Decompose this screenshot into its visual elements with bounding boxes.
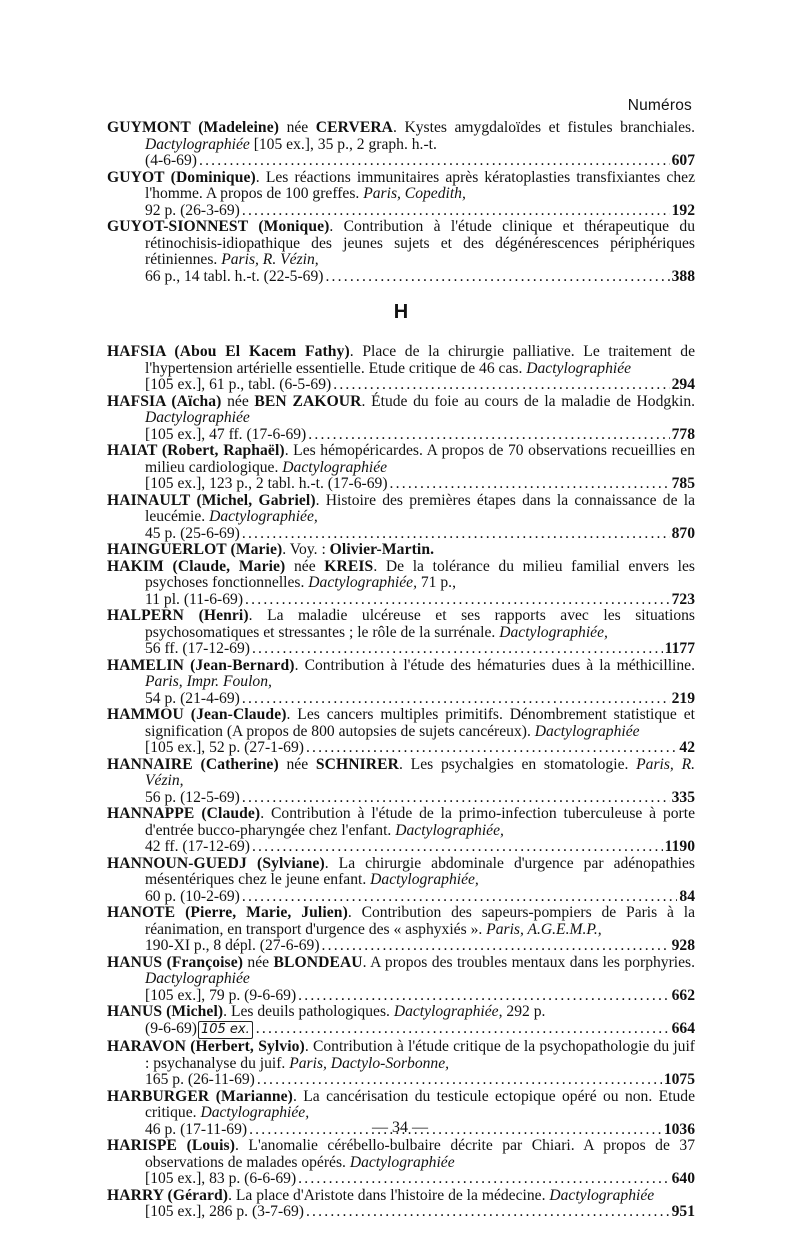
dot-leader: [390, 476, 670, 493]
entry-number: 928: [671, 937, 695, 954]
author-name: HARISPE (Louis): [107, 1137, 235, 1154]
page-number: — 34 —: [372, 1119, 428, 1136]
publication-info: Dactylographiée,: [308, 574, 417, 591]
entry-last-line: [145, 476, 695, 493]
entry-number: 785: [671, 475, 695, 492]
bibliography-entry: [107, 493, 695, 543]
entry-last-line: [145, 1204, 695, 1221]
entry-number: 662: [671, 986, 695, 1004]
entry-details: [105 ex.], 286 p. (3-7-69): [145, 1203, 304, 1220]
entry-last-line: [145, 526, 695, 543]
entry-details: 71 p.,: [416, 574, 456, 591]
entry-text: . Les deuils pathologiques.: [223, 1003, 394, 1020]
entry-number: 1177: [664, 640, 695, 657]
publication-info: Dactylographiée: [282, 458, 388, 476]
dot-leader: [245, 592, 670, 609]
publication-info: Dactylographiée: [145, 970, 250, 987]
entry-details: 46 p. (17-11-69): [145, 1120, 248, 1138]
entry-details: 45 p. (25-6-69): [145, 524, 240, 542]
bibliography-entry: [107, 1004, 695, 1039]
entry-details: 60 p. (10-2-69): [145, 887, 240, 905]
entry-number: 664: [671, 1019, 695, 1037]
publication-info: Dactylographiée,: [393, 1003, 503, 1020]
column-header: Numéros: [627, 97, 692, 114]
author-name: HAMELIN (Jean-Bernard): [107, 656, 295, 674]
bibliography-entry: [107, 658, 695, 708]
maiden-name: BLONDEAU: [273, 953, 363, 971]
entry-number: 84: [679, 887, 695, 905]
entry-details: (4-6-69): [145, 152, 197, 169]
entry-title: . De la tolérance du milieu familial envers les psychoses fonctionnelles.: [145, 557, 695, 591]
entry-text: . Voy. :: [282, 541, 330, 558]
author-name: HARBURGER (Marianne): [107, 1087, 293, 1105]
publication-info: Dactylographiée,: [370, 871, 479, 888]
dot-leader: [242, 691, 670, 708]
author-name: HARRY (Gérard): [107, 1186, 229, 1204]
dot-leader: [325, 269, 669, 286]
bibliography-entry: [107, 394, 695, 444]
entry-number: 192: [671, 201, 695, 219]
bibliography-entry: [107, 707, 695, 757]
entry-details: (9-6-69): [145, 1019, 197, 1037]
entry-number: 388: [671, 267, 695, 285]
entry-text: . L'anomalie cérébello-bulbaire décrite par Chiari. A propos de 37 observations de malades opérés.: [145, 1137, 695, 1171]
entry-number: 335: [671, 788, 695, 806]
dot-leader: [306, 1204, 670, 1221]
bibliography-entry: [107, 955, 695, 1005]
entry-details: 54 p. (21-4-69): [145, 689, 240, 707]
entry-details: 56 p. (12-5-69): [145, 788, 240, 806]
maiden-name: SCHNIRER: [315, 755, 400, 773]
entry-number: 1036: [663, 1120, 695, 1138]
entry-number: 870: [671, 524, 695, 542]
entry-number: 1075: [663, 1071, 695, 1088]
entry-last-line: [145, 839, 695, 856]
entry-text: . La chirurgie abdominale d'urgence par adénopathies mésentériques chez le jeune enfant.: [145, 854, 695, 888]
author-name: GUYOT-SIONNEST (Monique): [107, 218, 330, 235]
entry-details: 165 p. (26-11-69): [145, 1071, 255, 1088]
publication-info: Dactylographiée: [526, 359, 632, 377]
author-name: HANOTE (Pierre, Marie, Julien): [107, 904, 348, 921]
author-name: HANNAPPE (Claude): [107, 805, 261, 822]
entry-last-line: [145, 427, 695, 444]
publication-info: Paris, R. Vézin,: [145, 755, 696, 789]
bibliography-entry: [107, 542, 695, 559]
entry-text: . Les cancers multiples primitifs. Dénombrement statistique et signification (A propos de 800 autopsies de sujets cancéreux).: [145, 706, 695, 740]
entry-details: [105 ex.], 61 p., tabl. (6-5-69): [145, 376, 332, 393]
bibliography-entry: [107, 170, 695, 220]
entry-text: née: [243, 953, 274, 971]
entry-number: 42: [679, 739, 695, 756]
entry-text: . Contribution à l'étude clinique et thérapeutique du rétinochisis-idiopathique des jeunes sujets et des dégénérescences périphériques rétiniennes.: [145, 218, 695, 268]
entry-text: . Contribution à l'étude des hématuries dues à la méthicilline.: [294, 656, 695, 674]
entry-last-line: [145, 1171, 695, 1188]
handwritten-annotation: 105 ex.: [198, 1021, 253, 1040]
entry-number: 1190: [664, 838, 695, 855]
entry-last-line: [145, 641, 695, 658]
entry-details: 92 p. (26-3-69): [145, 201, 240, 219]
author-name: GUYMONT (Madeleine): [107, 119, 280, 136]
entry-details: [105 ex.], 123 p., 2 tabl. h.-t. (17-6-69): [145, 475, 388, 492]
section-letter: H: [393, 301, 409, 323]
entry-details: [105 ex.], 35 p., 2 graph. h.-t.: [249, 135, 437, 153]
publication-info: Dactylographiée,: [200, 1104, 310, 1121]
entry-text: . Contribution à l'étude de la primo-infection tuberculeuse à porte d'entrée bucco-pharyngée chez l'enfant.: [145, 805, 695, 839]
dot-leader: [242, 790, 670, 807]
bibliography-entry: [107, 1188, 695, 1221]
dot-leader: [298, 988, 669, 1005]
author-name: HALPERN (Henri): [107, 607, 249, 624]
dot-leader: [298, 1171, 669, 1188]
publication-info: Dactylographiée,: [209, 508, 318, 525]
publication-info: Paris, Dactylo-Sorbonne,: [289, 1054, 450, 1072]
entry-last-line: [145, 938, 695, 955]
entry-number: 723: [671, 590, 695, 608]
entry-number: 778: [671, 425, 695, 443]
entry-title: . Étude du foie au cours de la maladie de Hodgkin.: [361, 392, 696, 410]
publication-info: Dactylographiée: [534, 722, 640, 740]
author-name: HAINAULT (Michel, Gabriel): [107, 491, 316, 509]
entry-text: . Place de la chirurgie palliative. Le traitement de l'hypertension artérielle essentielle. Etude critique de 46 cas.: [145, 343, 696, 377]
entry-details: 56 ff. (17-12-69): [145, 640, 250, 657]
maiden-name: Olivier-Martin.: [329, 541, 435, 558]
author-name: HAINGUERLOT (Marie): [107, 541, 283, 558]
entry-details: 292 p.: [502, 1003, 546, 1020]
entry-number: 219: [671, 689, 695, 707]
entry-details: 11 pl. (11-6-69): [145, 590, 244, 608]
entry-text: . La cancérisation du testicule ectopique opéré ou non. Etude critique.: [145, 1087, 695, 1121]
entry-last-line: [145, 203, 695, 220]
author-name: HAIAT (Robert, Raphaël): [107, 442, 285, 459]
publication-info: Dactylographiée: [549, 1186, 655, 1204]
publication-info: Paris, A.G.E.M.P.,: [486, 920, 602, 938]
publication-info: Paris, R. Vézin,: [221, 251, 319, 268]
dot-leader: [333, 377, 669, 394]
dot-leader: [252, 839, 663, 856]
entry-text: . Contribution à l'étude critique de la psychopathologie du juif : psychanalyse du juif.: [145, 1038, 696, 1072]
entry-last-line: [145, 740, 695, 757]
entry-details: 66 p., 14 tabl. h.-t. (22-5-69): [145, 267, 324, 285]
publication-info: Paris, Impr. Foulon,: [145, 673, 272, 690]
bibliography-entry: [107, 120, 695, 170]
entry-details: [105 ex.], 79 p. (9-6-69): [145, 986, 297, 1004]
entry-last-line: [145, 377, 695, 394]
entry-text: . La maladie ulcéreuse et ses rapports avec les situations psychosomatiques et stressantes ; le rôle de la surrénale.: [145, 607, 695, 641]
entry-title: . Kystes amygdaloïdes et fistules branchiales.: [393, 119, 695, 136]
entry-number: 607: [671, 152, 695, 169]
dot-leader: [308, 427, 669, 444]
author-name: HANUS (Françoise): [107, 953, 244, 971]
entry-number: 640: [671, 1170, 695, 1187]
entry-last-line: [145, 269, 695, 286]
entry-details: [105 ex.], 83 p. (6-6-69): [145, 1170, 297, 1187]
entry-details: 190-XI p., 8 dépl. (27-6-69): [145, 937, 320, 954]
publication-info: Dactylographiée: [145, 135, 250, 153]
entry-last-line: [145, 790, 695, 807]
publication-info: Dactylographiée,: [499, 623, 608, 641]
maiden-name: KREIS: [324, 557, 374, 575]
dot-leader: [322, 938, 670, 955]
bibliography-entry: [107, 757, 695, 807]
bibliography-entry: [107, 344, 695, 394]
entry-text: née: [278, 755, 316, 773]
entry-last-line: [145, 1021, 695, 1040]
entries-before-section: [107, 120, 695, 285]
dot-leader: [242, 526, 670, 543]
bibliography-entry: [107, 559, 695, 609]
dot-leader: [242, 203, 670, 220]
entries-section-h: [107, 344, 695, 1221]
author-name: HAFSIA (Abou El Kacem Fathy): [107, 343, 350, 360]
entry-text: née: [221, 392, 255, 410]
entry-last-line: [145, 988, 695, 1005]
publication-info: Dactylographiée: [145, 409, 250, 426]
author-name: HAMMOU (Jean-Claude): [107, 706, 287, 723]
entry-last-line: [145, 889, 695, 906]
bibliography-entry: [107, 219, 695, 285]
bibliography-entry: [107, 608, 695, 658]
author-name: HAKIM (Claude, Marie): [107, 557, 286, 575]
bibliography-entry: [107, 806, 695, 856]
bibliography-entry: [107, 1039, 695, 1089]
bibliography-entry: [107, 1138, 695, 1188]
dot-leader: [257, 1072, 662, 1089]
entry-last-line: [145, 153, 695, 170]
dot-leader: [252, 641, 663, 658]
dot-leader: [242, 889, 678, 906]
entry-text: . Les hémopéricardes. A propos de 70 observations recueillies en milieu cardiologique.: [145, 442, 695, 476]
entry-details: [105 ex.], 52 p. (27-1-69): [145, 739, 304, 756]
entry-details: 42 ff. (17-12-69): [145, 838, 250, 855]
publication-info: Dactylographiée: [349, 1153, 455, 1171]
author-name: HANNOUN-GUEDJ (Sylviane): [107, 854, 325, 872]
entry-details: [105 ex.], 47 ff. (17-6-69): [145, 425, 307, 443]
bibliography-entry: [107, 905, 695, 955]
author-name: HANUS (Michel): [107, 1003, 224, 1020]
publication-info: Dactylographiée,: [395, 821, 504, 839]
entry-last-line: [145, 592, 695, 609]
author-name: GUYOT (Dominique): [107, 168, 256, 186]
entry-text: née: [285, 557, 325, 575]
entry-text: . Histoire des premières étapes dans la connaissance de la leucémie.: [145, 491, 695, 525]
dot-leader: [256, 1021, 670, 1038]
entry-text: . Les réactions immunitaires après kératoplasties transfixiantes chez l'homme. A propos de 100 greffes.: [145, 168, 695, 202]
maiden-name: BEN ZAKOUR: [254, 392, 362, 410]
dot-leader: [199, 153, 670, 170]
entry-number: 294: [671, 376, 695, 393]
entry-title: . Les psychalgies en stomatologie.: [399, 755, 637, 773]
entry-text: . La place d'Aristote dans l'histoire de la médecine.: [228, 1186, 550, 1204]
bibliography-entry: [107, 443, 695, 493]
author-name: HARAVON (Herbert, Sylvio): [107, 1038, 305, 1055]
entry-number: 951: [671, 1203, 695, 1220]
author-name: HANNAIRE (Catherine): [107, 755, 279, 773]
entry-title: . A propos des troubles mentaux dans les porphyries.: [362, 953, 695, 971]
entry-last-line: [145, 1072, 695, 1089]
author-name: HAFSIA (Aïcha): [107, 392, 222, 410]
maiden-name: CERVERA: [315, 119, 394, 136]
dot-leader: [306, 740, 677, 757]
bibliography-entry: [107, 856, 695, 906]
publication-info: Paris, Copedith,: [363, 185, 466, 202]
entry-last-line: [145, 691, 695, 708]
entry-text: . Contribution des sapeurs-pompiers de Paris à la réanimation, en transport d'urgence des « asphyxiés ».: [145, 904, 695, 938]
entry-text: née: [279, 119, 316, 136]
entries-list: [107, 120, 695, 1221]
